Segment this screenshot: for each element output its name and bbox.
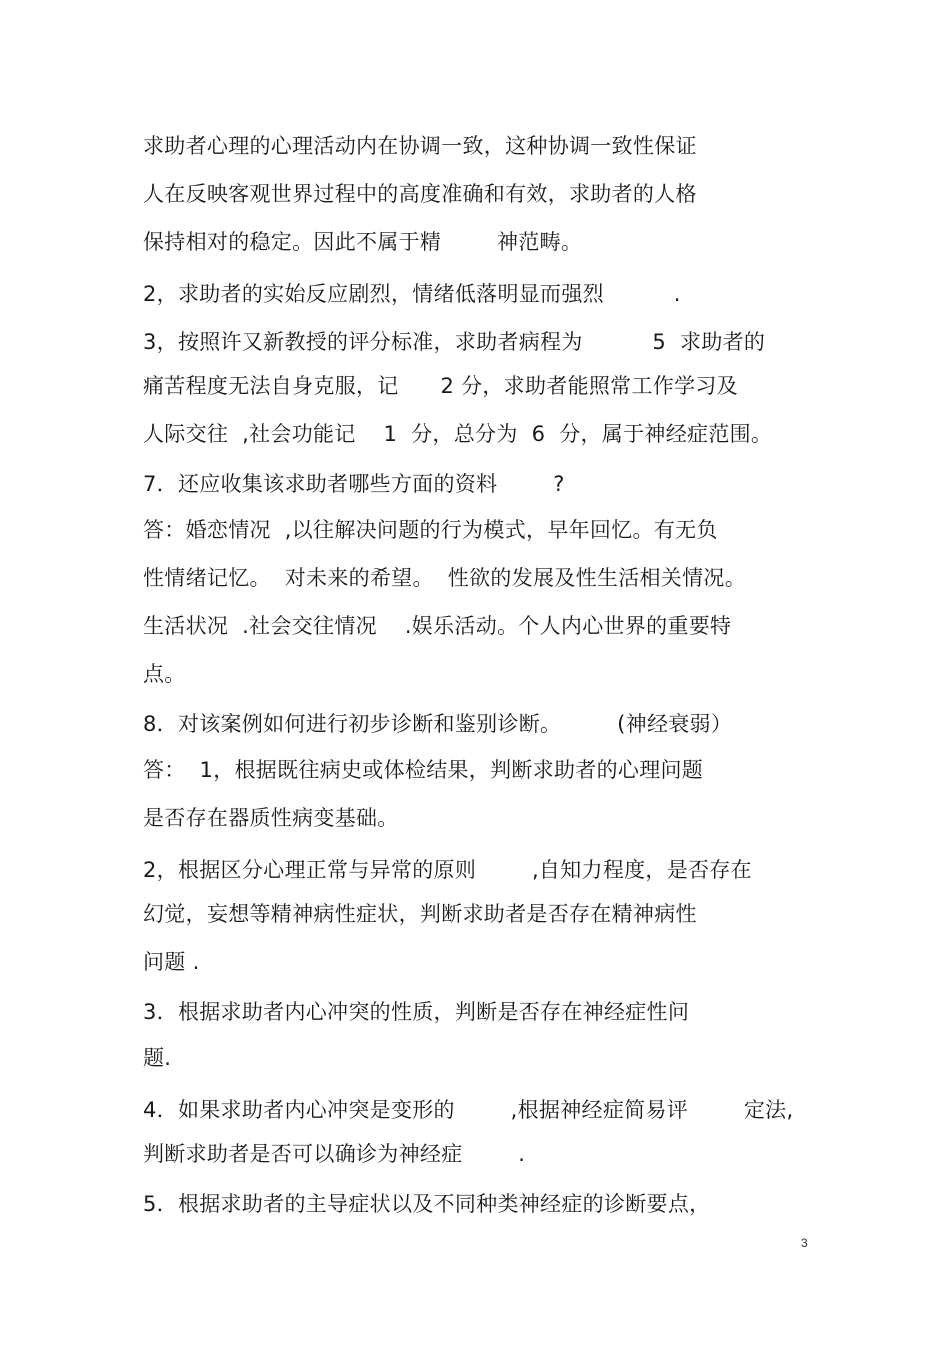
text-line: 点。 (143, 662, 186, 686)
text-line: 人在反映客观世界过程中的高度准确和有效，求助者的人格 (143, 182, 697, 206)
text-line: 是否存在器质性病变基础。 (143, 806, 399, 830)
text-line: 3．根据求助者内心冲突的性质，判断是否存在神经症性问 (143, 1000, 690, 1024)
text-line: 求助者心理的心理活动内在协调一致，这种协调一致性保证 (143, 134, 697, 158)
text-line: 8．对该案例如何进行初步诊断和鉴别诊断。 (神经衰弱） (143, 712, 733, 736)
text-line: 保持相对的稳定。因此不属于精 神范畴。 (143, 230, 583, 254)
text-line: 答： 1，根据既往病史或体检结果，判断求助者的心理问题 (143, 758, 704, 782)
text-line: 题. (143, 1046, 172, 1070)
text-line: 3，按照许又新教授的评分标准，求助者病程为 5 求助者的 (143, 330, 766, 354)
text-line: 痛苦程度无法自身克服，记 2 分，求助者能照常工作学习及 (143, 374, 738, 398)
text-line: 生活状况 .社会交往情况 .娱乐活动。个人内心世界的重要特 (143, 614, 732, 638)
text-line: 人际交往 ,社会功能记 1 分，总分为 6 分，属于神经症范围。 (143, 422, 773, 446)
text-line: 幻觉，妄想等精神病性症状，判断求助者是否存在精神病性 (143, 902, 697, 926)
text-line: 5．根据求助者的主导症状以及不同种类神经症的诊断要点， (143, 1192, 711, 1216)
text-line: 判断求助者是否可以确诊为神经症 . (143, 1142, 526, 1166)
text-line: 2，求助者的实始反应剧烈，情绪低落明显而强烈 . (143, 282, 681, 306)
text-line: 性情绪记忆。 对未来的希望。 性欲的发展及性生活相关情况。 (143, 566, 746, 590)
page-number: 3 (801, 1236, 808, 1250)
text-line: 4．如果求助者内心冲突是变形的 ,根据神经症简易评 定法, (143, 1098, 794, 1122)
text-line: 答：婚恋情况 ,以往解决问题的行为模式，早年回忆。有无负 (143, 518, 718, 542)
text-line: 问题 . (143, 950, 200, 974)
text-line: 2，根据区分心理正常与异常的原则 ,自知力程度，是否存在 (143, 858, 752, 882)
text-line: 7．还应收集该求助者哪些方面的资料 ? (143, 472, 565, 496)
